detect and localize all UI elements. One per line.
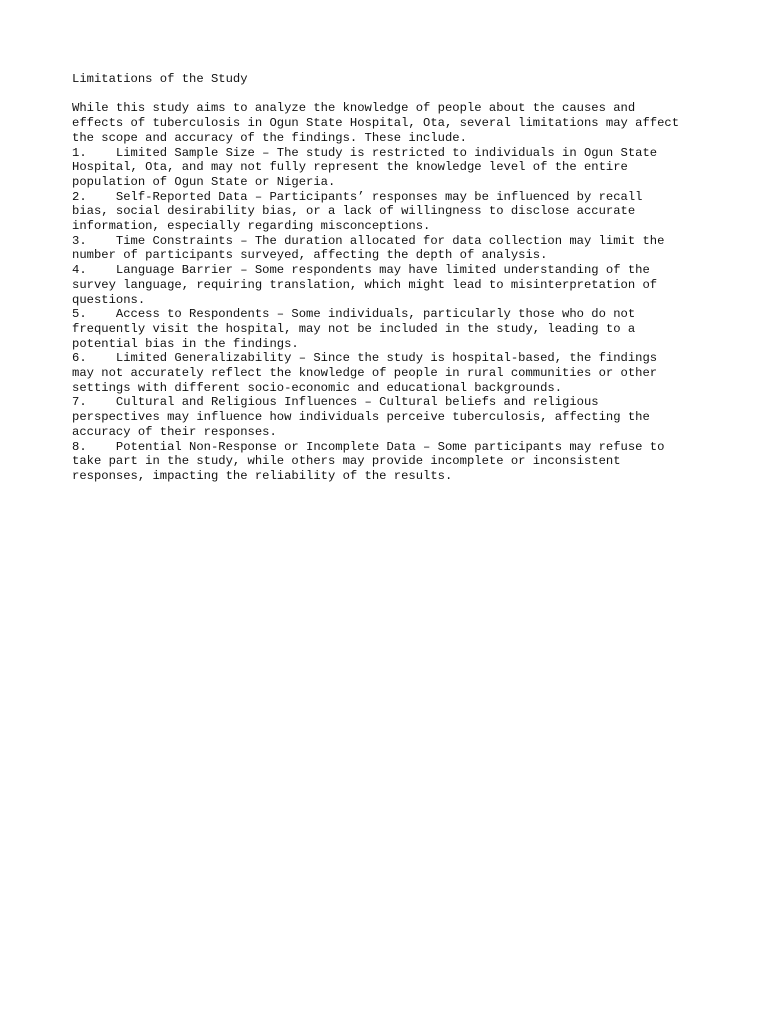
list-item-line: number of participants surveyed, affecting the depth of analysis. (72, 248, 548, 263)
list-item-line: perspectives may influence how individuals perceive tuberculosis, affecting the (72, 410, 650, 425)
list-item (72, 440, 712, 484)
list-item-line: frequently visit the hospital, may not be included in the study, leading to a (72, 321, 636, 336)
list-item-line: settings with different socio-economic and educational backgrounds. (72, 380, 563, 395)
intro-line: effects of tuberculosis in Ogun State Hospital, Ota, several limitations may affect (72, 116, 680, 131)
list-item-line: population of Ogun State or Nigeria. (72, 174, 336, 189)
list-item-line: responses, impacting the reliability of the results. (72, 468, 453, 483)
intro-paragraph (72, 101, 712, 145)
list-item-line: accuracy of their responses. (72, 424, 277, 439)
list-item-line: 5. Access to Respondents – Some individuals, particularly those who do not (72, 307, 636, 322)
list-item (72, 307, 712, 351)
list-item-line: 6. Limited Generalizability – Since the study is hospital-based, the findings (72, 351, 658, 366)
document-page (72, 72, 712, 484)
list-item-line: information, especially regarding misconceptions. (72, 219, 431, 234)
list-item-line: may not accurately reflect the knowledge of people in rural communities or other (72, 366, 658, 381)
spacer (72, 87, 712, 102)
list-item-line: 2. Self-Reported Data – Participants’ responses may be influenced by recall (72, 189, 643, 204)
limitations-list (72, 146, 712, 484)
list-item-line: bias, social desirability bias, or a lack of willingness to disclose accurate (72, 204, 636, 219)
list-item-line: questions. (72, 292, 146, 307)
list-item (72, 263, 712, 307)
intro-line: While this study aims to analyze the knowledge of people about the causes and (72, 101, 636, 116)
list-item-line: 3. Time Constraints – The duration allocated for data collection may limit the (72, 233, 665, 248)
list-item-line: 4. Language Barrier – Some respondents may have limited understanding of the (72, 263, 650, 278)
list-item (72, 234, 712, 263)
list-item-line: take part in the study, while others may provide incomplete or inconsistent (72, 454, 621, 469)
intro-line: the scope and accuracy of the findings. These include. (72, 130, 467, 145)
list-item-line: survey language, requiring translation, which might lead to misinterpretation of (72, 277, 658, 292)
list-item-line: 1. Limited Sample Size – The study is restricted to individuals in Ogun State (72, 145, 658, 160)
list-item (72, 395, 712, 439)
document-title: Limitations of the Study (72, 72, 248, 86)
list-item (72, 190, 712, 234)
list-item-line: 8. Potential Non-Response or Incomplete Data – Some participants may refuse to (72, 439, 665, 454)
list-item (72, 351, 712, 395)
list-item-line: Hospital, Ota, and may not fully represent the knowledge level of the entire (72, 160, 628, 175)
list-item-line: 7. Cultural and Religious Influences – Cultural beliefs and religious (72, 395, 599, 410)
list-item (72, 146, 712, 190)
list-item-line: potential bias in the findings. (72, 336, 299, 351)
